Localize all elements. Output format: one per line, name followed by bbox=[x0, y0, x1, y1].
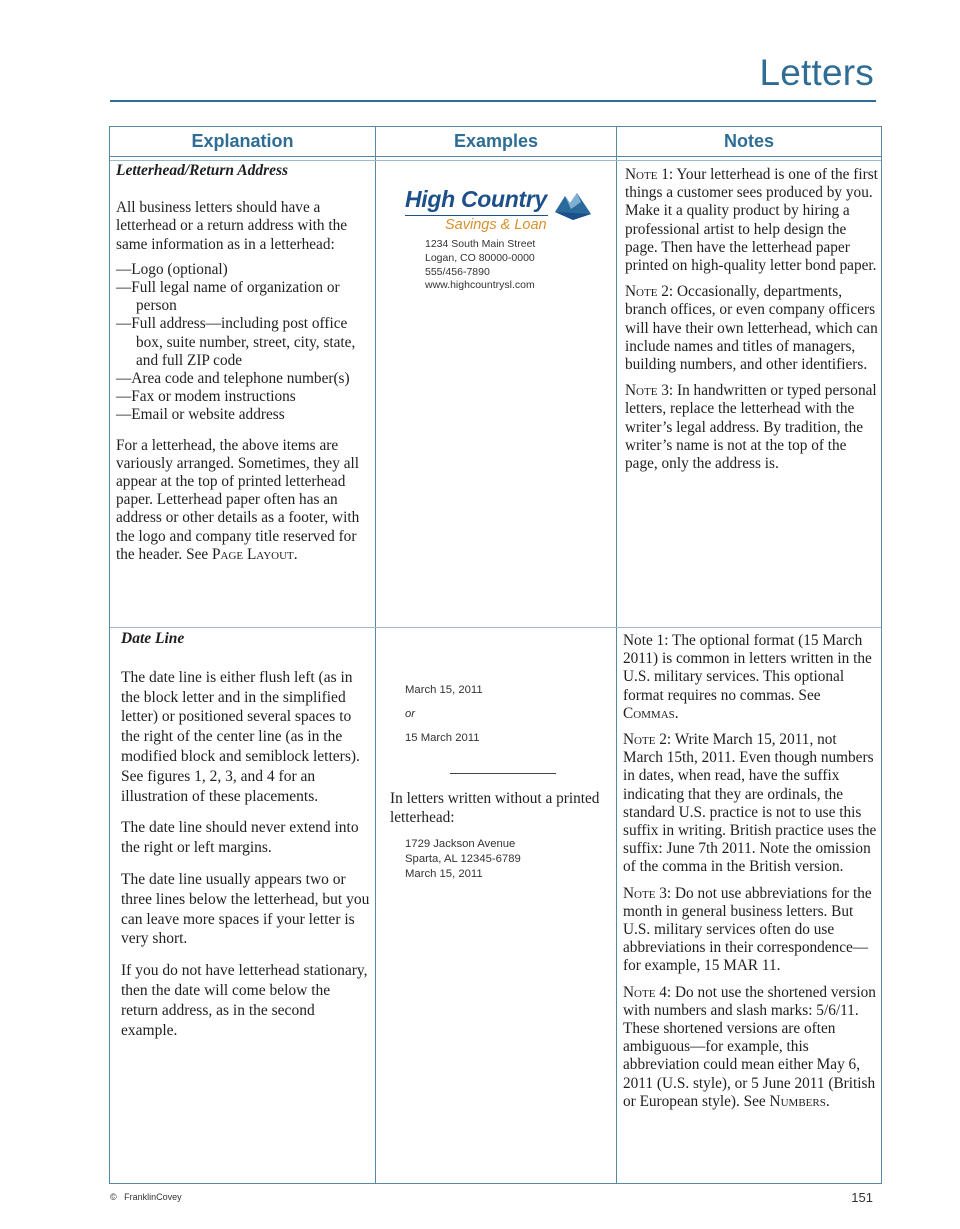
column-divider bbox=[616, 127, 617, 1183]
list-item: —Area code and telephone number(s) bbox=[116, 370, 350, 388]
content-table bbox=[109, 126, 882, 1184]
mountain-icon bbox=[555, 192, 591, 220]
note: Note 3: In handwritten or typed personal letters, replace the letterhead with the writer’s legal address. By tradition, the writer’s name is not at the top of the page, only the address is. bbox=[625, 382, 877, 473]
list-item: —Full legal name of organization or person bbox=[116, 279, 340, 315]
paragraph: For a letterhead, the above items are variously arranged. Sometimes, they all appear at the top of printed letterhead paper. Letterhead paper often has an address or other details as a footer, with the logo and company title reserved for the header. See Page Layout. bbox=[116, 436, 360, 563]
note: Note 2: Occasionally, departments, branch offices, or even company officers will have their own letterhead, which can include names and titles of managers, building numbers, and other identifiers. bbox=[625, 283, 878, 374]
high-country-logo bbox=[405, 186, 605, 236]
date-example: 15 March 2011 bbox=[405, 732, 480, 744]
header-notes: Notes bbox=[723, 131, 774, 151]
cross-reference: Commas bbox=[623, 704, 675, 722]
list-item: —Fax or modem instructions bbox=[116, 388, 296, 406]
page-number: 151 bbox=[851, 1190, 873, 1205]
return-address-example: 1729 Jackson Avenue Sparta, AL 12345-6789 March 15, 2011 bbox=[405, 838, 521, 880]
list-item: —Logo (optional) bbox=[116, 260, 228, 278]
column-divider bbox=[375, 127, 376, 1183]
logo-name: High Country bbox=[405, 186, 548, 212]
copyright-symbol: © bbox=[110, 1192, 117, 1202]
paragraph: The date line should never extend into the right or left margins. bbox=[121, 819, 359, 857]
note: Note 1: Your letterhead is one of the first things a customer sees produced by you. Make it a quality product by hiring a professional artist to help design the page. Then have the letterhead paper printed on high-quality letter bond paper. bbox=[625, 166, 878, 275]
dateline-example-caption: In letters written without a printed letterhead: bbox=[390, 790, 600, 826]
section-title: Date Line bbox=[121, 630, 185, 647]
dateline-notes bbox=[623, 632, 879, 1111]
letterhead-requirements-list bbox=[116, 261, 370, 425]
paragraph: All business letters should have a letterhead or a return address with the same information as in a letterhead: bbox=[116, 199, 348, 253]
letterhead-address: 1234 South Main Street Logan, CO 80000-0000 555/456-7890 www.highcountrysl.com bbox=[425, 238, 536, 292]
logo-subtitle: Savings & Loan bbox=[445, 217, 547, 233]
footer-credit bbox=[110, 1192, 182, 1202]
or-label: or bbox=[405, 708, 416, 720]
dateline-explanation bbox=[121, 629, 370, 1040]
cross-reference: Numbers bbox=[769, 1092, 826, 1110]
paragraph: The date line usually appears two or three lines below the letterhead, but you can leave more spaces if your letter is very short. bbox=[121, 870, 370, 948]
letterhead-explanation bbox=[116, 162, 370, 564]
section-title: Letterhead/Return Address bbox=[116, 162, 289, 179]
note: Note 4: Do not use the shortened version with numbers and slash marks: 5/6/11. These shortened versions are often ambiguous—for example, this abbreviation could mean either May 6, 2011 (U.S. style), or 5 June 2011 (British or European style). See Numbers. bbox=[623, 983, 876, 1110]
note: Note 3: Do not use abbreviations for the month in general business letters. But U.S. military services often do use abbreviations in their correspondence—for example, 15 MAR 11. bbox=[623, 884, 872, 975]
letterhead-notes bbox=[625, 166, 879, 473]
separator-rule bbox=[450, 773, 556, 774]
row-divider bbox=[110, 627, 881, 628]
list-item: —Email or website address bbox=[116, 406, 285, 424]
note: Note 1: The optional format (15 March 2011) is common in letters written in the U.S. military services. This optional format requires no commas. See Commas. bbox=[623, 632, 872, 722]
header-rule bbox=[110, 160, 881, 161]
header-explanation: Explanation bbox=[191, 131, 294, 151]
list-item: —Full address—including post office box, suite number, street, city, state, and full ZIP code bbox=[116, 315, 356, 369]
cross-reference: Page Layout bbox=[212, 545, 294, 563]
note: Note 2: Write March 15, 2011, not March 15th, 2011. Even though numbers in dates, when read, have the suffix indicating that they are ordinals, the standard U.S. practice is not to use this suffix in writing. British practice uses the suffix: June 7th 2011. Note the omission of the comma in the British version. bbox=[623, 731, 877, 876]
publisher-name: FranklinCovey bbox=[124, 1192, 182, 1202]
paragraph: If you do not have letterhead stationary, then the date will come below the return address, as in the second example. bbox=[121, 962, 368, 1039]
date-example: March 15, 2011 bbox=[405, 684, 483, 696]
paragraph: The date line is either flush left (as in the block letter and in the simplified letter) or positioned several spaces to the right of the center line (as in the modified block and semiblock letters). See figures 1, 2, 3, and 4 for an illustration of these placements. bbox=[121, 668, 360, 805]
page-title: Letters bbox=[759, 52, 874, 93]
title-rule bbox=[110, 100, 876, 102]
header-examples: Examples bbox=[453, 131, 539, 151]
